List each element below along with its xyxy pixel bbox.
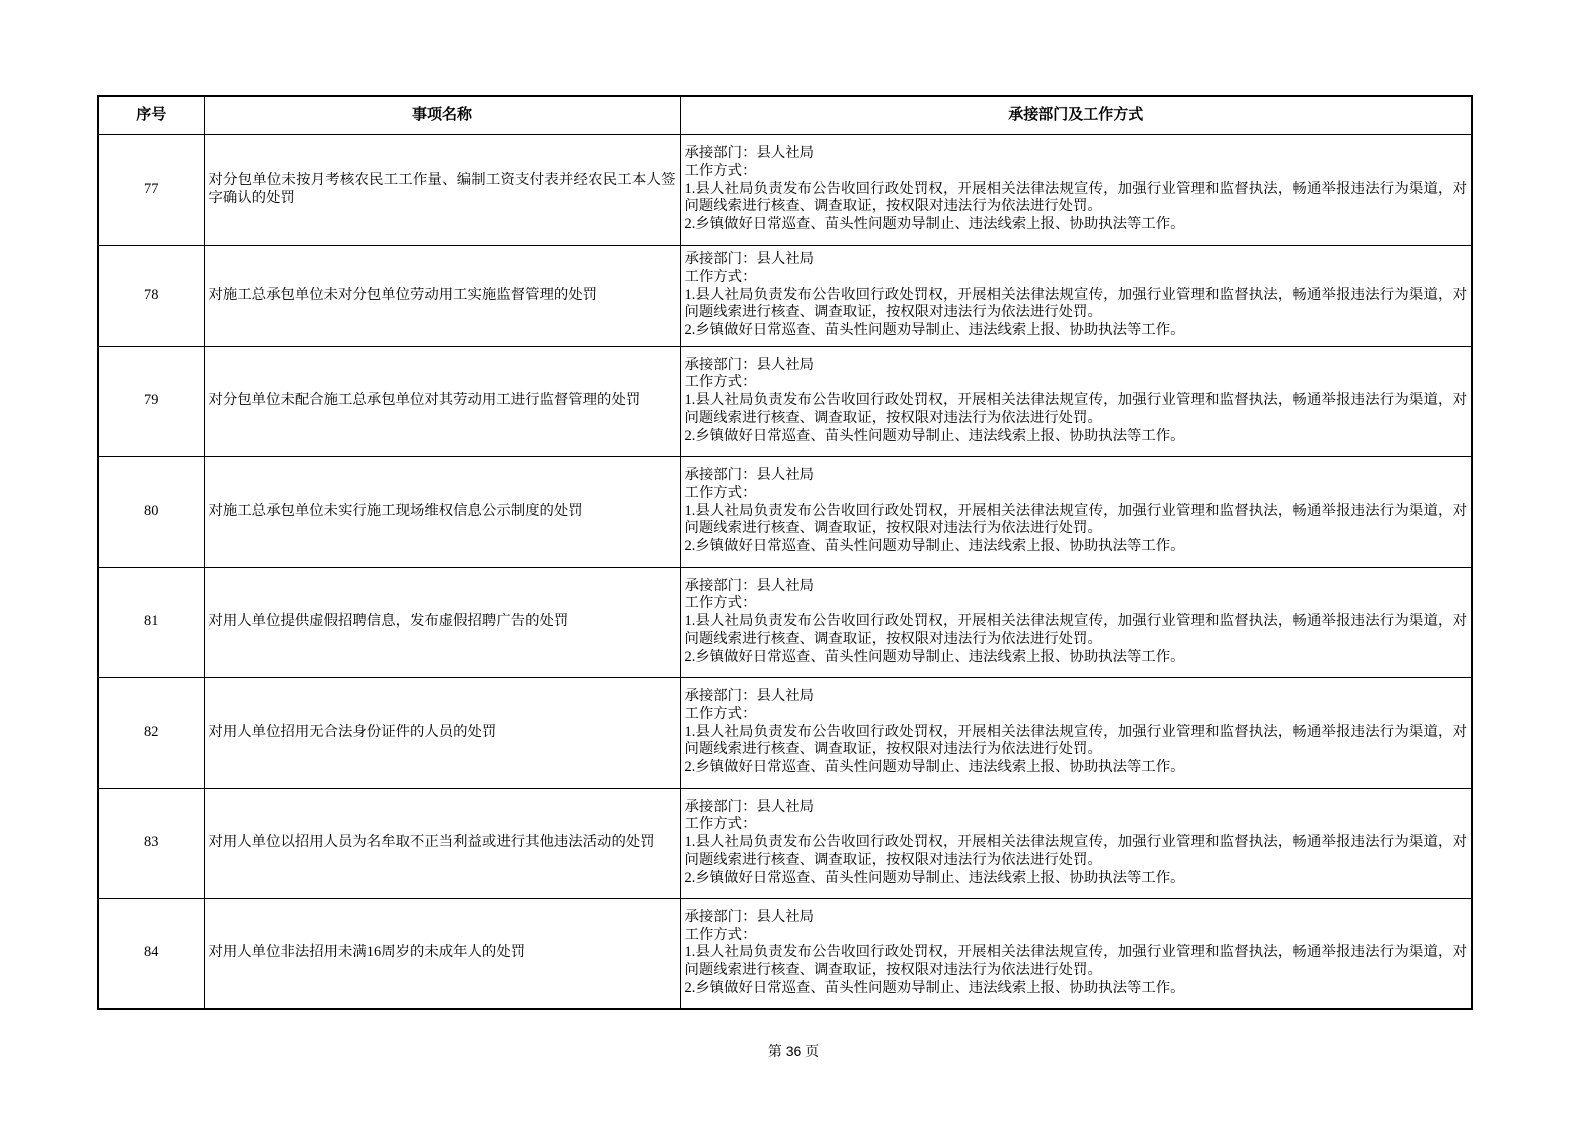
department-line: 承接部门：县人社局: [684, 467, 815, 484]
method-label: 工作方式：: [684, 816, 757, 833]
department-line: 承接部门：县人社局: [684, 356, 815, 373]
method-item: 1.县人社局负责发布公告收回行政处罚权，开展相关法律法规宣传，加强行业管理和监督执法，畅通举报违法行为渠道，对问题线索进行核查、调查取证，按权限对违法行为依法进行处罚。: [684, 723, 1467, 758]
cell-department-method: [680, 134, 1472, 245]
method-item: 2.乡镇做好日常巡查、苗头性问题劝导制止、违法线索上报、协助执法等工作。: [684, 538, 1185, 555]
cell-department-method: [680, 898, 1472, 1009]
method-label: 工作方式：: [684, 595, 757, 612]
department-line: 承接部门：县人社局: [684, 688, 815, 705]
method-label: 工作方式：: [684, 268, 757, 285]
department-line: 承接部门：县人社局: [684, 577, 815, 594]
cell-department-method: [680, 346, 1472, 456]
header-index: 序号: [98, 96, 204, 134]
cell-index: 77: [98, 134, 204, 245]
method-item: 2.乡镇做好日常巡查、苗头性问题劝导制止、违法线索上报、协助执法等工作。: [684, 322, 1185, 339]
cell-department-method: [680, 788, 1472, 898]
method-item: 2.乡镇做好日常巡查、苗头性问题劝导制止、违法线索上报、协助执法等工作。: [684, 427, 1185, 444]
page-number: 第 36 页: [767, 1043, 820, 1059]
method-label: 工作方式：: [684, 926, 757, 943]
table-row: [98, 346, 1472, 456]
table-row: [98, 456, 1472, 567]
cell-department-method: [680, 245, 1472, 346]
department-line: 承接部门：县人社局: [684, 251, 815, 268]
method-label: 工作方式：: [684, 162, 757, 179]
department-line: 承接部门：县人社局: [684, 908, 815, 925]
method-item: 2.乡镇做好日常巡查、苗头性问题劝导制止、违法线索上报、协助执法等工作。: [684, 759, 1185, 776]
cell-index: 79: [98, 346, 204, 456]
cell-index: 81: [98, 567, 204, 677]
method-item: 1.县人社局负责发布公告收回行政处罚权，开展相关法律法规宣传，加强行业管理和监督执法，畅通举报违法行为渠道，对问题线索进行核查、调查取证，按权限对违法行为依法进行处罚。: [684, 392, 1467, 426]
header-department-method: 承接部门及工作方式: [680, 96, 1472, 134]
table-row: [98, 245, 1472, 346]
table-row: [98, 567, 1472, 677]
cell-item-name: 对用人单位提供虚假招聘信息，发布虚假招聘广告的处罚: [204, 567, 680, 677]
cell-item-name: 对用人单位非法招用未满16周岁的未成年人的处罚: [204, 898, 680, 1009]
method-item: 1.县人社局负责发布公告收回行政处罚权，开展相关法律法规宣传，加强行业管理和监督执法，畅通举报违法行为渠道，对问题线索进行核查、调查取证，按权限对违法行为依法进行处罚。: [684, 944, 1467, 979]
department-line: 承接部门：县人社局: [684, 798, 815, 815]
method-item: 1.县人社局负责发布公告收回行政处罚权，开展相关法律法规宣传，加强行业管理和监督执法，畅通举报违法行为渠道，对问题线索进行核查、调查取证，按权限对违法行为依法进行处罚。: [684, 834, 1467, 868]
cell-index: 84: [98, 898, 204, 1009]
cell-index: 78: [98, 245, 204, 346]
method-item: 2.乡镇做好日常巡查、苗头性问题劝导制止、违法线索上报、协助执法等工作。: [684, 869, 1185, 886]
method-item: 1.县人社局负责发布公告收回行政处罚权，开展相关法律法规宣传，加强行业管理和监督执法，畅通举报违法行为渠道，对问题线索进行核查、调查取证，按权限对违法行为依法进行处罚。: [684, 613, 1467, 647]
cell-index: 82: [98, 677, 204, 788]
method-item: 1.县人社局负责发布公告收回行政处罚权，开展相关法律法规宣传，加强行业管理和监督执法，畅通举报违法行为渠道，对问题线索进行核查、调查取证，按权限对违法行为依法进行处罚。: [684, 286, 1467, 321]
method-label: 工作方式：: [684, 374, 757, 391]
method-item: 2.乡镇做好日常巡查、苗头性问题劝导制止、违法线索上报、协助执法等工作。: [684, 216, 1185, 233]
cell-item-name: 对用人单位招用无合法身份证件的人员的处罚: [204, 677, 680, 788]
cell-index: 83: [98, 788, 204, 898]
method-item: 2.乡镇做好日常巡查、苗头性问题劝导制止、违法线索上报、协助执法等工作。: [684, 648, 1185, 665]
method-item: 1.县人社局负责发布公告收回行政处罚权，开展相关法律法规宣传，加强行业管理和监督执法，畅通举报违法行为渠道，对问题线索进行核查、调查取证，按权限对违法行为依法进行处罚。: [684, 180, 1467, 215]
document-table: [97, 95, 1473, 1010]
cell-index: 80: [98, 456, 204, 567]
cell-department-method: [680, 677, 1472, 788]
cell-item-name: 对施工总承包单位未实行施工现场维权信息公示制度的处罚: [204, 456, 680, 567]
table-header-row: [98, 96, 1472, 134]
cell-department-method: [680, 456, 1472, 567]
table-row: [98, 134, 1472, 245]
cell-item-name: 对分包单位未配合施工总承包单位对其劳动用工进行监督管理的处罚: [204, 346, 680, 456]
cell-item-name: 对分包单位未按月考核农民工工作量、编制工资支付表并经农民工本人签字确认的处罚: [204, 134, 680, 245]
cell-item-name: 对用人单位以招用人员为名牟取不正当利益或进行其他违法活动的处罚: [204, 788, 680, 898]
method-label: 工作方式：: [684, 705, 757, 722]
method-item: 2.乡镇做好日常巡查、苗头性问题劝导制止、违法线索上报、协助执法等工作。: [684, 979, 1185, 996]
table-row: [98, 898, 1472, 1009]
header-item-name: 事项名称: [204, 96, 680, 134]
cell-department-method: [680, 567, 1472, 677]
table-row: [98, 788, 1472, 898]
cell-item-name: 对施工总承包单位未对分包单位劳动用工实施监督管理的处罚: [204, 245, 680, 346]
method-item: 1.县人社局负责发布公告收回行政处罚权，开展相关法律法规宣传，加强行业管理和监督执法，畅通举报违法行为渠道，对问题线索进行核查、调查取证，按权限对违法行为依法进行处罚。: [684, 502, 1467, 537]
method-label: 工作方式：: [684, 484, 757, 501]
department-line: 承接部门：县人社局: [684, 145, 815, 162]
table-row: [98, 677, 1472, 788]
